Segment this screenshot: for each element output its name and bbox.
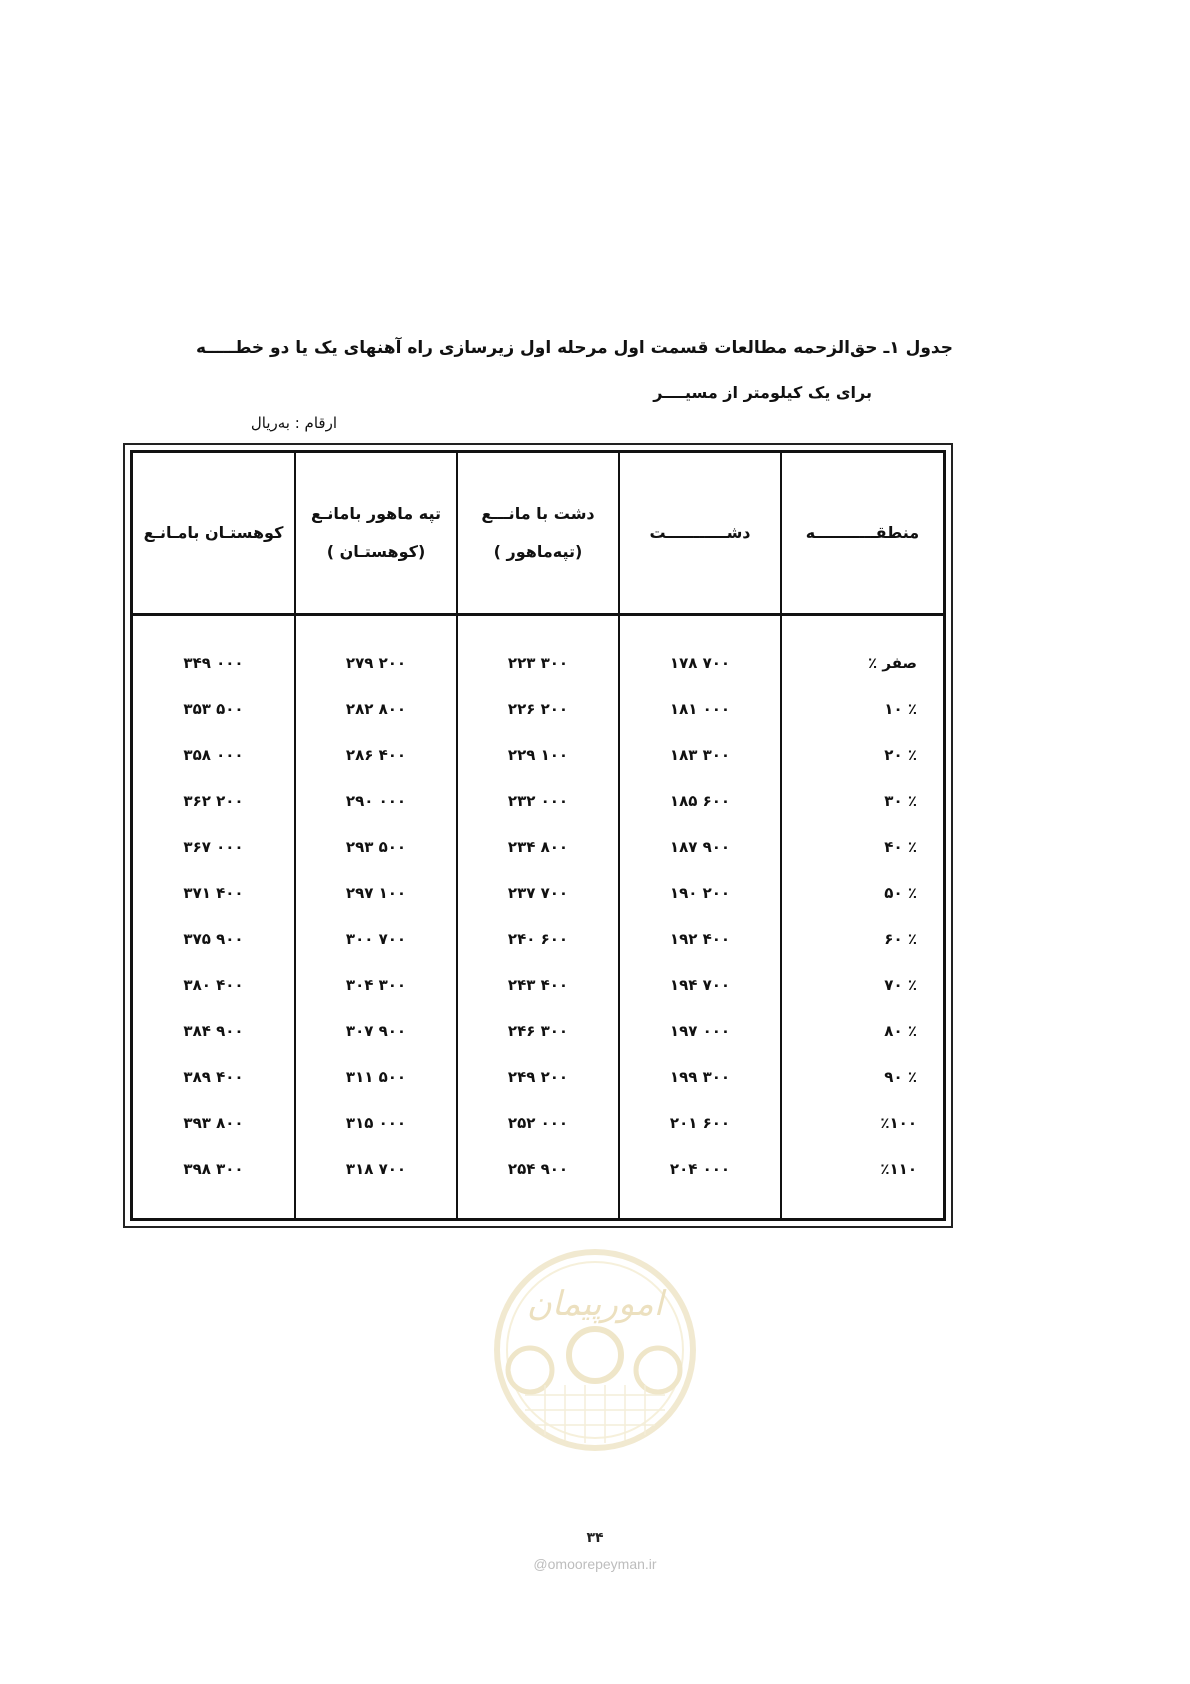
- fee-cell: ۲۰۱ ۶۰۰: [619, 1100, 781, 1146]
- fee-cell: ۳۱۵ ۰۰۰: [295, 1100, 457, 1146]
- fee-cell: ۲۷۹ ۲۰۰: [295, 615, 457, 687]
- fee-cell: ۲۲۹ ۱۰۰: [457, 732, 619, 778]
- table-row: [133, 615, 943, 687]
- fee-cell: ۱۸۷ ۹۰۰: [619, 824, 781, 870]
- column-header-label: کوهستـان بامـانـع: [143, 522, 284, 542]
- column-header-sublabel: (تپه‌ماهور ): [493, 542, 583, 561]
- fee-cell: ۳۹۳ ۸۰۰: [133, 1100, 295, 1146]
- table-row: [133, 1008, 943, 1054]
- fee-cell: ۲۹۷ ۱۰۰: [295, 870, 457, 916]
- fee-cell: ۱۹۹ ۳۰۰: [619, 1054, 781, 1100]
- fee-table-frame: [123, 443, 953, 1228]
- fee-cell: ۱۸۵ ۶۰۰: [619, 778, 781, 824]
- spacer-cell: [295, 1192, 457, 1218]
- spacer-cell: [619, 1192, 781, 1218]
- table-row: [133, 778, 943, 824]
- fee-cell: ۱۹۰ ۲۰۰: [619, 870, 781, 916]
- table-body: [133, 615, 943, 1219]
- fee-cell: ۲۲۶ ۲۰۰: [457, 686, 619, 732]
- fee-cell: ۳۵۳ ۵۰۰: [133, 686, 295, 732]
- fee-cell: ۳۸۰ ۴۰۰: [133, 962, 295, 1008]
- table-row: [133, 916, 943, 962]
- region-cell: ٪۱۱۰: [781, 1146, 943, 1192]
- fee-cell: ۱۷۸ ۷۰۰: [619, 615, 781, 687]
- region-cell: ٪ ۱۰: [781, 686, 943, 732]
- table-row: [133, 1054, 943, 1100]
- column-header-label: دشت با مانـــع: [481, 503, 595, 523]
- table-spacer-row: [133, 1192, 943, 1218]
- fee-cell: ۱۸۳ ۳۰۰: [619, 732, 781, 778]
- fee-cell: ۳۵۸ ۰۰۰: [133, 732, 295, 778]
- column-header-3: [295, 453, 457, 615]
- fee-cell: ۱۹۷ ۰۰۰: [619, 1008, 781, 1054]
- region-cell: ٪ ۴۰: [781, 824, 943, 870]
- table-row: [133, 686, 943, 732]
- fee-cell: ۳۸۹ ۴۰۰: [133, 1054, 295, 1100]
- fee-cell: ۲۰۴ ۰۰۰: [619, 1146, 781, 1192]
- column-header-label: منطقـــــــــــه: [805, 522, 920, 542]
- fee-cell: ۳۶۲ ۲۰۰: [133, 778, 295, 824]
- fee-cell: ۲۴۹ ۲۰۰: [457, 1054, 619, 1100]
- table-subtitle: برای یک کیلومتر از مسیــــر: [653, 383, 872, 402]
- fee-cell: ۲۲۳ ۳۰۰: [457, 615, 619, 687]
- fee-cell: ۲۹۳ ۵۰۰: [295, 824, 457, 870]
- column-header-label: دشـــــــــــت: [649, 522, 751, 542]
- fee-cell: ۲۸۲ ۸۰۰: [295, 686, 457, 732]
- fee-cell: ۳۷۵ ۹۰۰: [133, 916, 295, 962]
- table-row: [133, 824, 943, 870]
- region-cell: ٪ ۵۰: [781, 870, 943, 916]
- spacer-cell: [133, 1192, 295, 1218]
- table-row: [133, 870, 943, 916]
- region-cell: صفر ٪: [781, 615, 943, 687]
- spacer-cell: [781, 1192, 943, 1218]
- table-row: [133, 1100, 943, 1146]
- fee-cell: ۲۵۲ ۰۰۰: [457, 1100, 619, 1146]
- column-header-1: [619, 453, 781, 615]
- page-number: ۳۴: [586, 1530, 604, 1546]
- watermark-script: امورپیمان: [526, 1284, 664, 1324]
- fee-cell: ۲۴۶ ۳۰۰: [457, 1008, 619, 1054]
- units-label: ارقام : به‌ریال: [250, 414, 337, 432]
- fee-table-inner: [130, 450, 946, 1221]
- fee-cell: ۲۴۳ ۴۰۰: [457, 962, 619, 1008]
- fee-cell: ۱۹۲ ۴۰۰: [619, 916, 781, 962]
- region-cell: ٪ ۶۰: [781, 916, 943, 962]
- fee-cell: ۲۹۰ ۰۰۰: [295, 778, 457, 824]
- table-row: [133, 732, 943, 778]
- watermark-url: @omoorepeyman.ir: [533, 1556, 657, 1572]
- column-header-label: تپه ماهور بامانـع: [311, 503, 441, 523]
- region-cell: ٪ ۹۰: [781, 1054, 943, 1100]
- table-row: [133, 962, 943, 1008]
- region-cell: ٪ ۲۰: [781, 732, 943, 778]
- fee-cell: ۲۳۲ ۰۰۰: [457, 778, 619, 824]
- column-header-0: [781, 453, 943, 615]
- region-cell: ٪ ۷۰: [781, 962, 943, 1008]
- watermark-logo: [490, 1245, 700, 1455]
- fee-cell: ۳۷۱ ۴۰۰: [133, 870, 295, 916]
- fee-cell: ۳۱۱ ۵۰۰: [295, 1054, 457, 1100]
- column-header-4: [133, 453, 295, 615]
- region-cell: ٪ ۸۰: [781, 1008, 943, 1054]
- fee-cell: ۲۳۷ ۷۰۰: [457, 870, 619, 916]
- fee-cell: ۳۰۷ ۹۰۰: [295, 1008, 457, 1054]
- fee-cell: ۳۰۴ ۳۰۰: [295, 962, 457, 1008]
- column-header-sublabel: (کوهستـان ): [326, 542, 426, 561]
- fee-cell: ۳۰۰ ۷۰۰: [295, 916, 457, 962]
- region-cell: ٪۱۰۰: [781, 1100, 943, 1146]
- column-header-2: [457, 453, 619, 615]
- region-cell: ٪ ۳۰: [781, 778, 943, 824]
- fee-cell: ۳۹۸ ۳۰۰: [133, 1146, 295, 1192]
- table-header-row: [133, 453, 943, 615]
- fee-cell: ۳۶۷ ۰۰۰: [133, 824, 295, 870]
- fee-cell: ۳۸۴ ۹۰۰: [133, 1008, 295, 1054]
- fee-cell: ۱۸۱ ۰۰۰: [619, 686, 781, 732]
- fee-cell: ۲۴۰ ۶۰۰: [457, 916, 619, 962]
- fee-cell: ۲۳۴ ۸۰۰: [457, 824, 619, 870]
- fee-table: [133, 453, 943, 1218]
- fee-cell: ۱۹۴ ۷۰۰: [619, 962, 781, 1008]
- spacer-cell: [457, 1192, 619, 1218]
- fee-cell: ۲۸۶ ۴۰۰: [295, 732, 457, 778]
- fee-cell: ۳۴۹ ۰۰۰: [133, 615, 295, 687]
- table-row: [133, 1146, 943, 1192]
- fee-cell: ۳۱۸ ۷۰۰: [295, 1146, 457, 1192]
- fee-cell: ۲۵۴ ۹۰۰: [457, 1146, 619, 1192]
- table-title: جدول ۱ـ حق‌الزحمه مطالعات قسمت اول مرحله اول زیرسازی راه آهنهای یک یا دو خطـــــه: [195, 338, 953, 358]
